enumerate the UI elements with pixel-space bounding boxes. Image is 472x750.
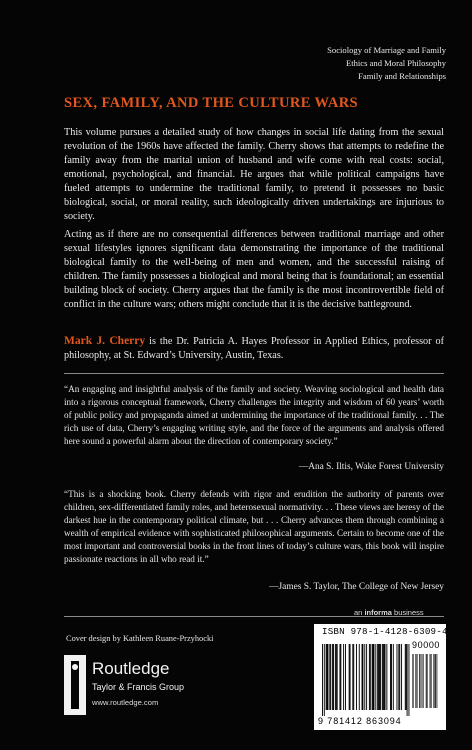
barcode-bar — [353, 644, 354, 710]
review-attribution: —James S. Taylor, The College of New Jersey — [269, 582, 444, 592]
barcode-bar — [416, 654, 417, 708]
barcode-bar — [333, 644, 334, 710]
author-bio-text: is the Dr. Patricia A. Hayes Professor in Applied Ethics, professor of philosophy, at St. Edward’s University, Austin, Texas. — [64, 336, 444, 361]
barcode-bar — [335, 644, 336, 710]
ean-digits: 9 781412 863094 — [318, 716, 402, 726]
barcode-bar — [327, 644, 328, 710]
routledge-logo — [64, 655, 224, 715]
barcode-bar — [430, 654, 431, 708]
barcode-bar — [426, 654, 427, 708]
barcode-bar — [377, 644, 378, 710]
barcode-bar — [433, 654, 434, 708]
barcode-bar — [378, 644, 379, 710]
barcode-bar — [431, 654, 432, 708]
barcode-bar — [419, 654, 420, 708]
book-title: SEX, FAMILY, AND THE CULTURE WARS — [64, 95, 359, 111]
barcode-bar — [412, 654, 413, 708]
barcode-bar — [328, 644, 329, 710]
publisher-url: www.routledge.com — [92, 698, 159, 707]
review-quote: “An engaging and insightful analysis of the family and society. Weaving sociological and health data into a rigorous conceptual framework, Cherry challenges the integrity and wisdom of 60 years’ worth of public policy and propaganda aimed at undermining the importance of the traditional family. . . The rich use of data, Cherry’s engaging writing style, and the force of the arguments and analysis offered here sound a powerful alarm about the direction of contemporary society.” — [64, 384, 444, 446]
barcode-bar — [397, 644, 398, 710]
routledge-emblem-icon — [64, 655, 86, 715]
barcode-bar — [426, 654, 427, 708]
barcode-bar — [382, 644, 383, 710]
author-name: Mark J. Cherry — [64, 335, 146, 347]
barcode-bar — [330, 644, 331, 710]
barcode-bar — [420, 654, 421, 708]
cover-design-credit: Cover design by Kathleen Ruane-Przyhocki — [66, 634, 214, 643]
isbn-label: ISBN 978-1-4128-6309-4 — [322, 626, 448, 637]
barcode-bar — [413, 654, 414, 708]
description-paragraph: This volume pursues a detailed study of how changes in social life dating from the sexual revolution of the 1960s have affected the family. Cherry shows that attempts to redefine the family away from the marital union of husband and wife come with real costs: social, emotional, psychological, and financial. He argues that while political campaigns have fueled attempts to undermine the traditional family, to pretend it possesses no basic biological, social, or moral reality, such ideologically driven undertakings are injurious to society. — [64, 127, 444, 222]
isbn-barcode — [314, 624, 446, 730]
addon-barcode-bars — [412, 654, 440, 708]
barcode-bar — [398, 644, 399, 710]
barcode-bar — [374, 644, 375, 710]
author-bio — [64, 334, 444, 363]
barcode-bar — [390, 644, 391, 710]
price-addon-digits: 90000 — [412, 640, 441, 650]
informa-suffix: business — [391, 608, 424, 617]
barcode-bar — [364, 644, 365, 710]
barcode-bar — [339, 644, 340, 710]
barcode-bar — [370, 644, 371, 710]
barcode-bar — [423, 654, 424, 708]
barcode-bar — [350, 644, 351, 710]
barcode-bar — [422, 654, 423, 708]
barcode-bar — [421, 654, 422, 708]
divider — [64, 373, 444, 374]
barcode-bar — [373, 644, 374, 710]
barcode-bar — [406, 644, 407, 710]
barcode-bar — [369, 644, 370, 710]
barcode-bar — [329, 644, 330, 710]
barcode-bar — [359, 644, 360, 710]
barcode-bar — [345, 644, 346, 710]
barcode-bar — [437, 654, 438, 708]
review-attribution: —Ana S. Iltis, Wake Forest University — [298, 462, 444, 472]
barcode-bar — [336, 644, 337, 710]
barcode-bar — [399, 644, 400, 710]
barcode-bar — [436, 654, 437, 708]
publisher-group: Taylor & Francis Group — [92, 682, 185, 692]
barcode-bar — [386, 644, 387, 710]
barcode-bar — [372, 644, 373, 710]
description-paragraph: Acting as if there are no consequential differences between traditional marriage and other sexual lifestyles ignores significant data demonstrating the importance of the traditional biological family to the well-being of men and women, and the successful raising of children. The family possesses a biological and moral being that is foundational; an essential building block of society. Cherry argues that the family is the most incontrovertible field of conflict in the culture wars; others might conclude that it is the decisive battleground. — [64, 229, 444, 310]
barcode-bar — [385, 644, 386, 710]
barcode-bar — [326, 644, 327, 710]
barcode-bar — [332, 644, 333, 710]
barcode-bar — [407, 644, 408, 716]
barcode-bar — [322, 644, 323, 716]
barcode-bar — [408, 644, 409, 716]
subject-category: Ethics and Moral Philosophy — [345, 58, 446, 68]
barcode-bar — [362, 644, 363, 710]
barcode-bar — [401, 644, 402, 710]
ean-barcode-bars — [322, 644, 410, 716]
barcode-bar — [380, 644, 381, 710]
barcode-bar — [343, 644, 344, 710]
barcode-bar — [434, 654, 435, 708]
barcode-bar — [405, 644, 406, 710]
divider — [64, 616, 444, 617]
barcode-bar — [393, 644, 394, 710]
barcode-bar — [435, 654, 436, 708]
informa-prefix: an — [354, 608, 365, 617]
barcode-bar — [417, 654, 418, 708]
barcode-bar — [352, 644, 353, 710]
barcode-bar — [379, 644, 380, 710]
barcode-bar — [391, 644, 392, 710]
barcode-bar — [349, 644, 350, 710]
barcode-bar — [430, 654, 431, 708]
barcode-bar — [383, 644, 384, 710]
publisher-name: Routledge — [92, 659, 170, 678]
review-quote: “This is a shocking book. Cherry defends with rigor and erudition the authority of parents over children, sex-differentiated family roles, and heterosexual normativity. . . These views are heresy of the darkest hue in the contemporary political climate, but . . . Cherry advances them through combining a wealth of empirical evidence with sophisticated philosophical arguments. Certain to become one of the most important and controversial books in the front lines of today’s culture wars, this book will inspire passionate reactions in all who read it.” — [64, 489, 444, 564]
barcode-bar — [427, 654, 428, 708]
barcode-bar — [340, 644, 341, 710]
barcode-bar — [384, 644, 385, 710]
subject-categories — [327, 44, 446, 83]
barcode-bar — [415, 654, 416, 708]
barcode-bar — [362, 644, 363, 710]
informa-brand: informa — [364, 608, 392, 617]
subject-category: Sociology of Marriage and Family — [327, 45, 446, 55]
barcode-bar — [356, 644, 357, 710]
barcode-bar — [337, 644, 338, 710]
barcode-bar — [366, 644, 367, 710]
barcode-bar — [324, 644, 325, 716]
barcode-bar — [375, 644, 376, 710]
subject-category: Family and Relationships — [358, 71, 446, 81]
